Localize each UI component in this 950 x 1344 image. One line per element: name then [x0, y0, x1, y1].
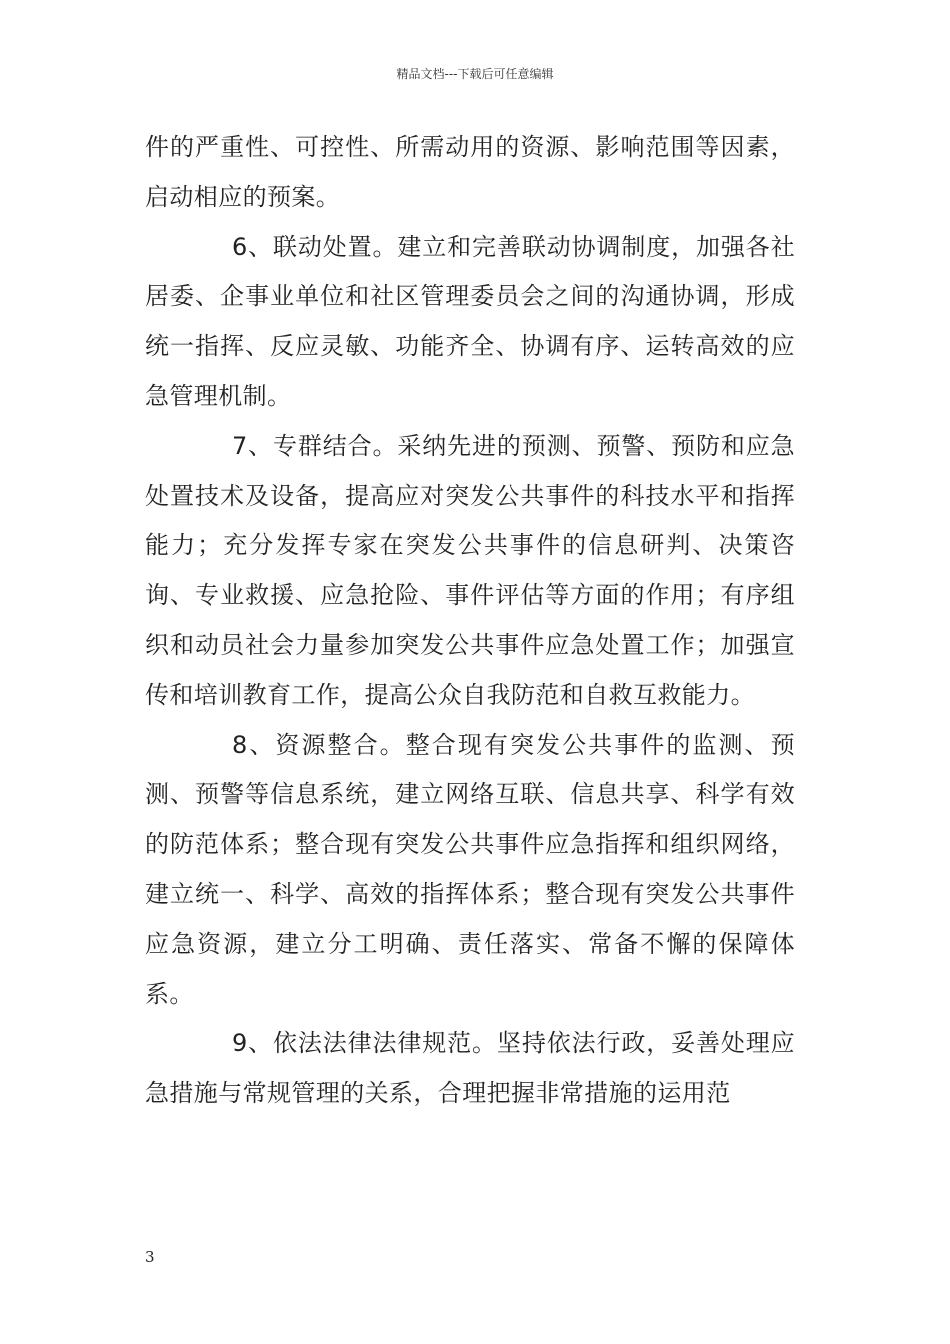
paragraph-item-8: 8、资源整合。整合现有突发公共事件的监测、预测、预警等信息系统，建立网络互联、信息共享、科学有效的防范体系；整合现有突发公共事件应急指挥和组织网络，建立统一、科学、高效的指挥体系；整合现有突发公共事件应急资源，建立分工明确、责任落实、常备不懈的保障体系。: [145, 730, 795, 1008]
paragraph-item-9: 9、依法法律法律规范。坚持依法行政，妥善处理应急措施与常规管理的关系，合理把握非常措施的运用范: [145, 1029, 795, 1108]
paragraph-item-7: 7、专群结合。采纳先进的预测、预警、预防和应急处置技术及设备，提高应对突发公共事件的科技水平和指挥能力；充分发挥专家在突发公共事件的信息研判、决策咨询、专业救援、应急抢险、事件评估等方面的作用；有序组织和动员社会力量参加突发公共事件应急处置工作；加强宣传和培训教育工作，提高公众自我防范和自救互救能力。: [145, 431, 795, 709]
page-number: 3: [145, 1248, 155, 1266]
document-body: [145, 123, 795, 1119]
page-header: 精品文档---下载后可任意编辑: [396, 67, 554, 81]
paragraph-continuation: 件的严重性、可控性、所需动用的资源、影响范围等因素，启动相应的预案。: [145, 133, 795, 211]
paragraph-item-6: 6、联动处置。建立和完善联动协调制度，加强各社居委、企事业单位和社区管理委员会之间的沟通协调，形成统一指挥、反应灵敏、功能齐全、协调有序、运转高效的应急管理机制。: [145, 232, 795, 410]
